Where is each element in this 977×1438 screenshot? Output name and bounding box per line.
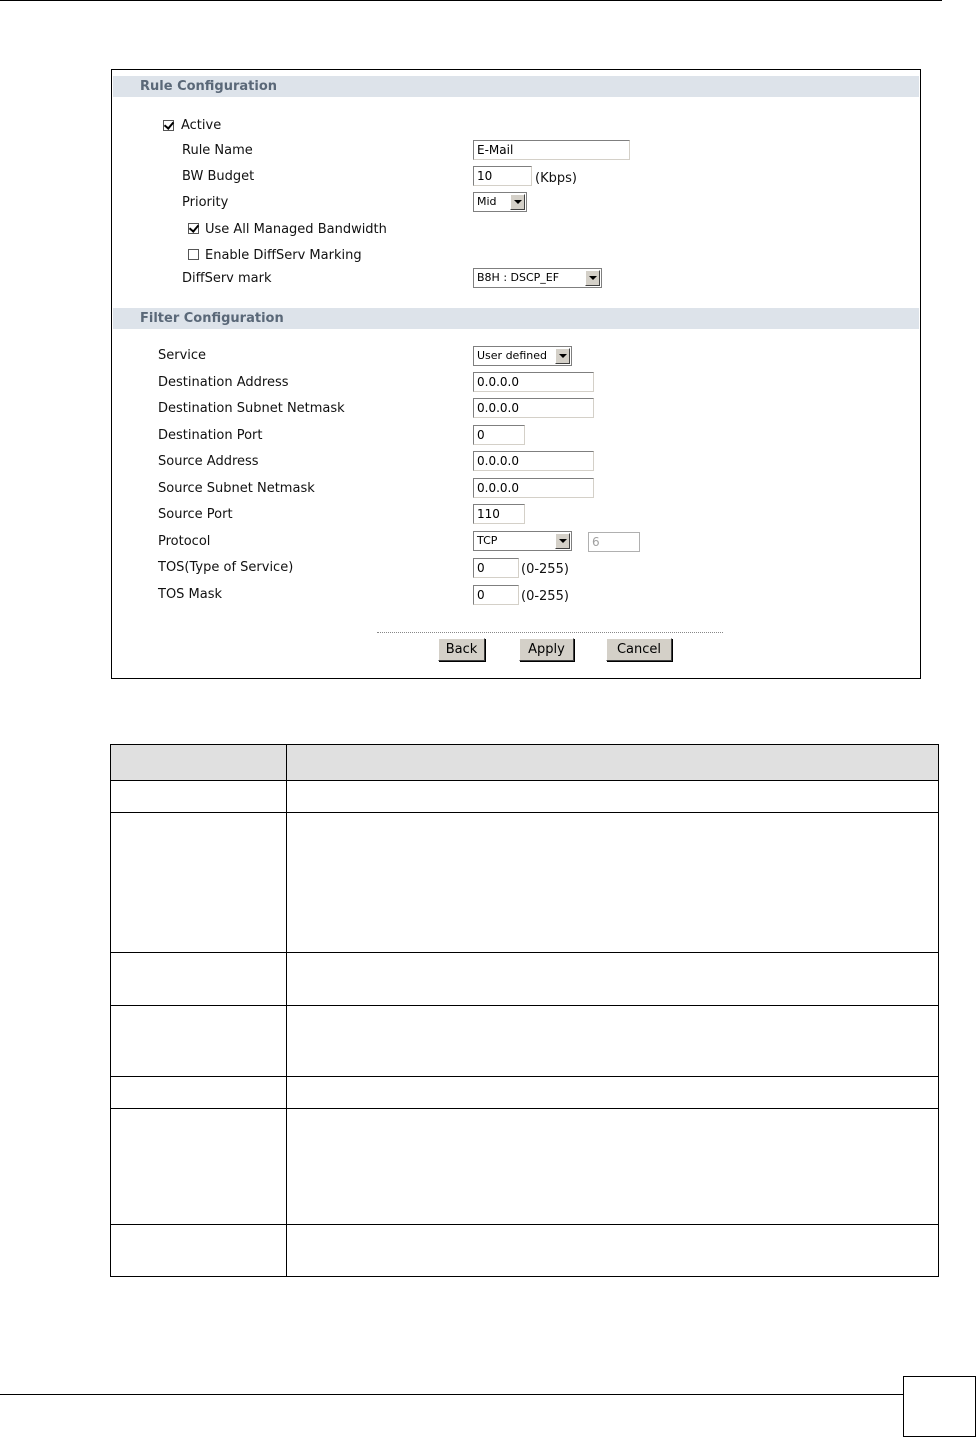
- table-cell: [111, 813, 287, 953]
- page-top-rule: [0, 0, 942, 1]
- tos-mask-input[interactable]: [473, 585, 519, 605]
- protocol-select[interactable]: [473, 531, 572, 551]
- description-table: [110, 744, 939, 1277]
- table-header-row: [111, 745, 939, 781]
- tos-range: (0-255): [521, 562, 569, 577]
- page-number-box: [903, 1376, 976, 1437]
- table-row: [111, 813, 939, 953]
- service-select-value: User defined: [477, 349, 547, 362]
- src-address-input[interactable]: [473, 451, 594, 471]
- diffserv-mark-label: DiffServ mark: [182, 271, 272, 286]
- service-label: Service: [158, 348, 207, 363]
- table-row: [111, 1077, 939, 1109]
- table-row: [111, 953, 939, 1006]
- priority-label: Priority: [182, 195, 229, 210]
- protocol-number-input: [588, 532, 640, 552]
- src-port-input[interactable]: [473, 504, 525, 524]
- table-cell: [287, 1006, 939, 1077]
- table-cell: [111, 1109, 287, 1225]
- src-port-label: Source Port: [158, 507, 233, 522]
- table-cell: [287, 781, 939, 813]
- dest-address-label: Destination Address: [158, 375, 289, 390]
- priority-select[interactable]: [473, 192, 527, 212]
- chevron-down-icon[interactable]: [585, 270, 600, 286]
- filter-configuration-header: [113, 308, 919, 329]
- dest-port-label: Destination Port: [158, 428, 263, 443]
- enable-diffserv-checkbox[interactable]: [188, 249, 199, 260]
- table-cell: [111, 1006, 287, 1077]
- table-row: [111, 781, 939, 813]
- table-row: [111, 1109, 939, 1225]
- rule-name-label: Rule Name: [182, 143, 253, 158]
- chevron-down-icon[interactable]: [555, 533, 570, 549]
- use-all-bandwidth-checkbox[interactable]: [188, 223, 199, 234]
- tos-input[interactable]: [473, 558, 519, 578]
- rule-configuration-header: [113, 76, 919, 97]
- active-label: Active: [181, 118, 222, 133]
- rule-configuration-title: Rule Configuration: [140, 79, 278, 94]
- table-cell: [111, 1077, 287, 1109]
- diffserv-mark-value: B8H : DSCP_EF: [477, 271, 560, 284]
- cancel-button[interactable]: Cancel: [606, 638, 672, 661]
- enable-diffserv-label: Enable DiffServ Marking: [205, 248, 362, 263]
- src-netmask-input[interactable]: [473, 478, 594, 498]
- table-cell: [287, 1109, 939, 1225]
- protocol-label: Protocol: [158, 534, 211, 549]
- priority-select-value: Mid: [477, 195, 497, 208]
- bw-budget-input[interactable]: [473, 166, 532, 186]
- chevron-down-icon[interactable]: [555, 348, 570, 364]
- service-select[interactable]: [473, 346, 572, 366]
- active-checkbox[interactable]: [163, 120, 174, 131]
- table-cell: [287, 1225, 939, 1277]
- rule-config-panel: [111, 69, 921, 679]
- tos-mask-label: TOS Mask: [158, 587, 223, 602]
- table-header-cell: [287, 745, 939, 781]
- rule-name-input[interactable]: [473, 140, 630, 160]
- table-cell: [287, 813, 939, 953]
- src-netmask-label: Source Subnet Netmask: [158, 481, 315, 496]
- table-cell: [111, 781, 287, 813]
- src-address-label: Source Address: [158, 454, 259, 469]
- apply-button[interactable]: Apply: [519, 638, 574, 661]
- page-bottom-rule: [0, 1394, 903, 1395]
- dest-port-input[interactable]: [473, 425, 525, 445]
- back-button[interactable]: Back: [438, 638, 485, 661]
- protocol-select-value: TCP: [477, 534, 498, 547]
- tos-mask-range: (0-255): [521, 589, 569, 604]
- bw-budget-unit: (Kbps): [535, 171, 577, 186]
- chevron-down-icon[interactable]: [510, 194, 525, 210]
- filter-configuration-title: Filter Configuration: [140, 311, 284, 326]
- table-cell: [287, 953, 939, 1006]
- bw-budget-label: BW Budget: [182, 169, 255, 184]
- diffserv-mark-select[interactable]: [473, 268, 602, 288]
- table-row: [111, 1006, 939, 1077]
- dest-netmask-label: Destination Subnet Netmask: [158, 401, 345, 416]
- dest-netmask-input[interactable]: [473, 398, 594, 418]
- tos-label: TOS(Type of Service): [158, 560, 294, 575]
- table-header-cell: [111, 745, 287, 781]
- table-cell: [111, 953, 287, 1006]
- table-cell: [111, 1225, 287, 1277]
- button-divider: [377, 632, 723, 633]
- use-all-bandwidth-label: Use All Managed Bandwidth: [205, 222, 387, 237]
- table-cell: [287, 1077, 939, 1109]
- table-row: [111, 1225, 939, 1277]
- dest-address-input[interactable]: [473, 372, 594, 392]
